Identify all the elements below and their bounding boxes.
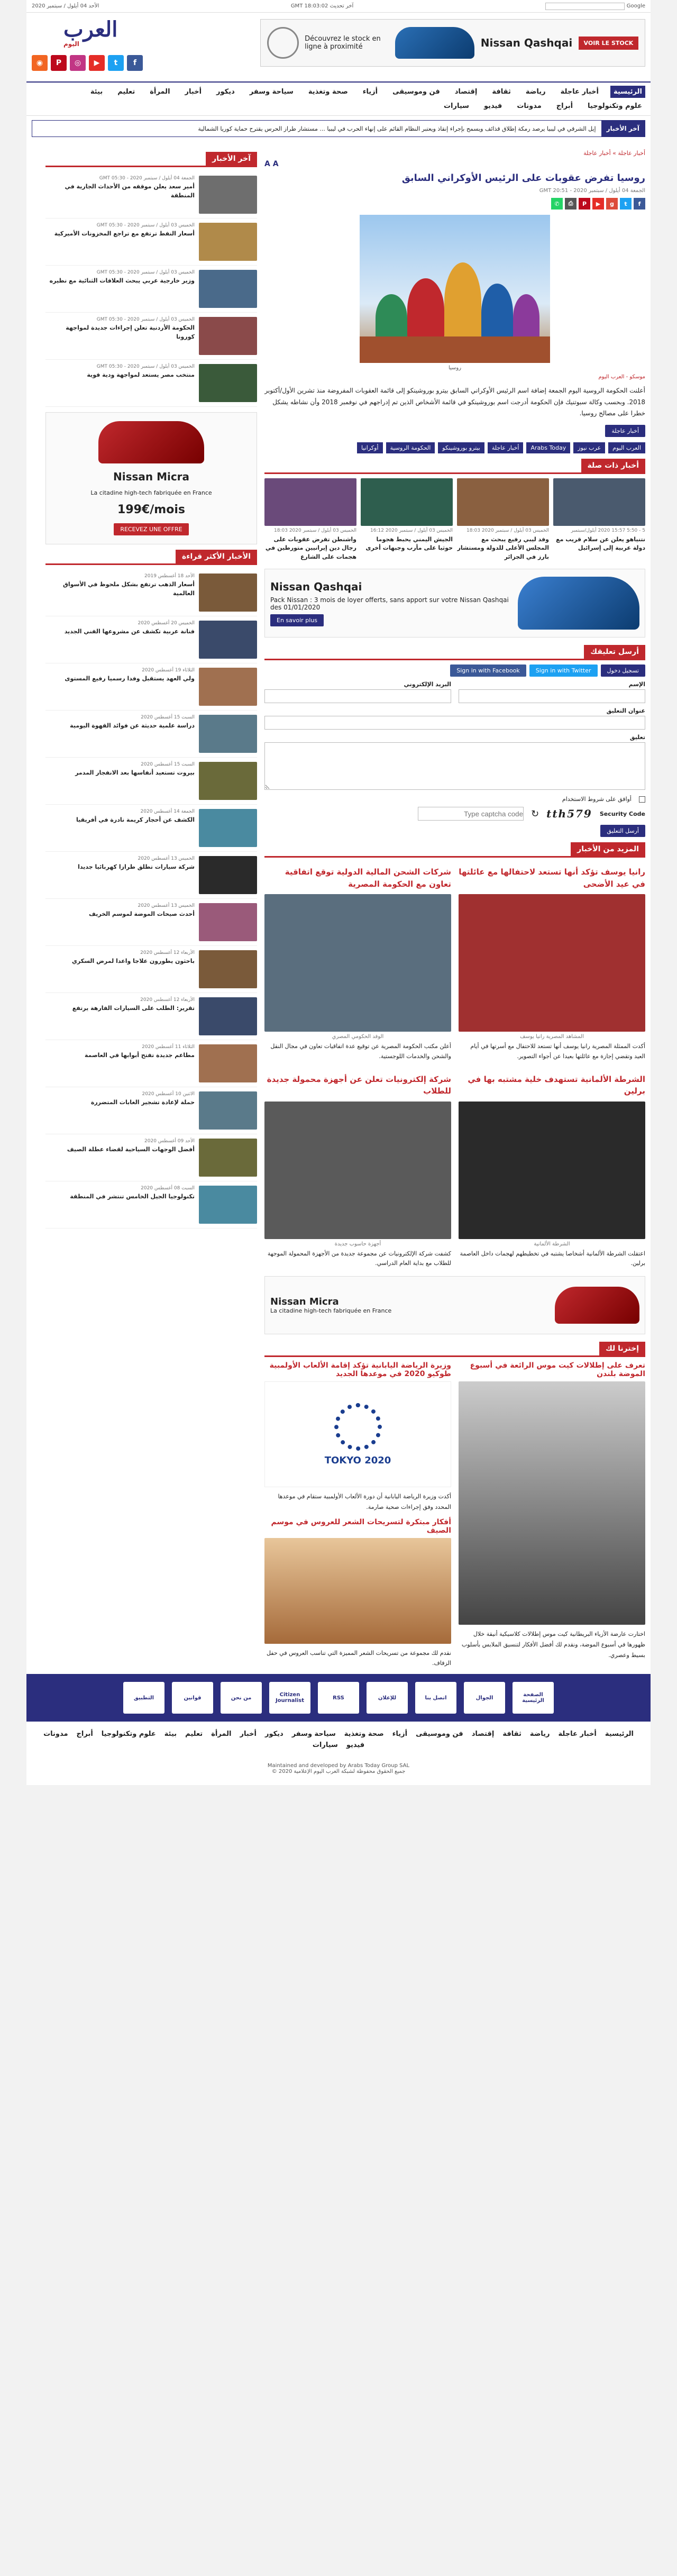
footer-nav-item[interactable]: رياضة xyxy=(529,1730,550,1738)
terms-checkbox[interactable] xyxy=(639,796,645,803)
footer-nav-item[interactable]: أزياء xyxy=(392,1730,408,1738)
news-title[interactable]: الشرطة الألمانية تستهدف خلية مشتبه بها في برلين xyxy=(468,1074,645,1096)
search-input[interactable] xyxy=(545,3,625,10)
facebook-login-button[interactable]: Sign in with Facebook xyxy=(450,665,526,677)
editor-title[interactable]: تعرف على إطلالات كيت موس الرائعة في أسبوع الموضة بلندن xyxy=(470,1361,645,1379)
nav-item[interactable]: أبراج xyxy=(556,102,573,110)
footer-icon-link[interactable]: الصفحة الرئيسية xyxy=(513,1682,554,1714)
news-date: الخميس 13 أغسطس 2020 xyxy=(138,903,195,908)
editor-text: نقدم لك مجموعة من تسريحات الشعر المميزة التي تناسب العروس في حفل الزفاف. xyxy=(266,1649,451,1667)
footer-nav-item[interactable]: تعليم xyxy=(185,1730,203,1738)
twitter-share-icon[interactable]: t xyxy=(620,198,632,210)
news-date: الأربعاء 12 أغسطس 2020 xyxy=(140,950,195,955)
tag-item[interactable]: أخبار عاجلة xyxy=(488,442,524,453)
news-title[interactable]: أحدث صيحات الموضة لموسم الخريف xyxy=(89,911,195,917)
editor-text: أكدت وزيرة الرياضة اليابانية أن دورة الألعاب الأولمبية ستقام في موعدها المحدد وفق إجراءات صحية صارمة. xyxy=(278,1493,451,1510)
captcha-input[interactable] xyxy=(418,807,524,821)
logo-text: العرب xyxy=(63,17,118,42)
editors-pick-main[interactable] xyxy=(459,1361,645,1669)
news-ticker xyxy=(32,120,645,137)
footer-nav-item[interactable]: ثقافة xyxy=(502,1730,522,1738)
more-news-grid xyxy=(264,862,645,1269)
news-title[interactable]: باحثون يطورون علاجا واعدا لمرض السكري xyxy=(71,958,195,964)
news-title[interactable]: أسعار النفط ترتفع مع تراجع المخزونات الأميركية xyxy=(54,230,195,237)
news-title[interactable]: ولي العهد يستقبل وفدا رسميا رفيع المستوى xyxy=(65,675,195,682)
tag-item[interactable]: العرب اليوم xyxy=(608,442,645,453)
nav-item[interactable]: الرئيسية xyxy=(610,86,645,98)
news-thumbnail xyxy=(459,894,645,1032)
news-date: الخميس 20 أغسطس 2020 xyxy=(138,621,195,626)
comment-form xyxy=(264,681,645,837)
related-news-header xyxy=(264,459,645,474)
header xyxy=(26,13,651,81)
refresh-icon[interactable]: ↻ xyxy=(530,808,539,820)
news-title[interactable]: وفد ليبي رفيع يبحث مع المجلس الأعلى للدولة ومستشار بارز في الجزائر xyxy=(457,535,549,560)
footer-nav-item[interactable]: المرأة xyxy=(211,1730,232,1738)
news-thumbnail xyxy=(457,478,549,526)
news-title[interactable]: حملة لإعادة تشجير الغابات المتضررة xyxy=(90,1099,195,1106)
tag-item[interactable]: الحكومة الروسية xyxy=(386,442,435,453)
footer-icon-link[interactable]: اتصل بنا xyxy=(415,1682,456,1714)
sidebar-news-item[interactable] xyxy=(45,946,257,993)
footer-icons xyxy=(26,1674,651,1722)
news-title[interactable]: الجيش اليمني يحبط هجوما حوثيا على مأرب وجبهات أخرى xyxy=(365,535,453,552)
news-thumbnail xyxy=(199,223,257,261)
ad-price: 199€/mois xyxy=(117,503,185,517)
image-caption: أجهزة حاسوب جديدة xyxy=(334,1241,381,1247)
youtube-share-icon[interactable]: ▶ xyxy=(592,198,604,210)
nav-item[interactable]: ثقافة xyxy=(492,88,511,96)
more-news-card[interactable] xyxy=(459,862,645,1061)
share-buttons xyxy=(264,198,645,210)
news-title[interactable]: نتنياهو يعلن عن سلام قريب مع دولة عربية إلى إسرائيل xyxy=(556,535,645,552)
nav-item[interactable]: فيديو xyxy=(483,102,502,110)
tag-item[interactable]: عرب نيوز xyxy=(573,442,605,453)
news-excerpt: كشفت شركة الإلكترونيات عن مجموعة جديدة من الأجهزة المحمولة الموجهة للطلاب مع بداية العام الدراسي. xyxy=(267,1250,451,1267)
article-title: روسيا تفرض عقوبات على الرئيس الأوكراني السابق xyxy=(401,172,645,184)
news-date: الأحد 18 أغسطس 2019 xyxy=(144,574,195,579)
footer-nav-item[interactable]: الرئيسية xyxy=(605,1730,634,1738)
news-thumbnail xyxy=(199,176,257,214)
sidebar-news-item[interactable] xyxy=(45,852,257,899)
twitter-icon[interactable]: t xyxy=(108,55,124,71)
news-thumbnail xyxy=(264,1102,451,1239)
whatsapp-share-icon[interactable]: ✆ xyxy=(551,198,563,210)
terms-label[interactable]: أوافق على شروط الاستخدام xyxy=(562,796,632,803)
more-news-card[interactable] xyxy=(264,1069,451,1269)
ad-line: La citadine high-tech fabriquée en France xyxy=(270,1307,392,1315)
sidebar-news-item[interactable] xyxy=(45,360,257,407)
nissan-logo xyxy=(267,27,299,59)
comment-title: أرسل تعليقك xyxy=(584,645,645,659)
top-bar xyxy=(26,0,651,13)
news-date: السبت 15 أغسطس 2020 xyxy=(141,762,195,767)
sidebar-news-item[interactable] xyxy=(45,1181,257,1228)
tokyo-logo xyxy=(264,1381,451,1487)
nav-item[interactable]: بيئة xyxy=(90,88,103,96)
print-icon[interactable]: ⎙ xyxy=(565,198,577,210)
page xyxy=(26,0,651,1785)
sidebar-news-item[interactable] xyxy=(45,266,257,313)
article-image xyxy=(360,215,550,363)
news-date: الجمعة 04 أيلول / سبتمبر 2020 - 05:30 GMT xyxy=(99,176,195,181)
ad-car-image xyxy=(555,1287,639,1324)
news-date: الخميس 03 أيلول / سبتمبر 2020 18:03 xyxy=(274,527,356,533)
news-date: الاثنين 10 أغسطس 2020 xyxy=(142,1091,195,1097)
sidebar xyxy=(45,147,257,1669)
footer-icon-link[interactable]: RSS xyxy=(318,1682,359,1714)
news-date: الأحد 09 أغسطس 2020 xyxy=(144,1139,195,1144)
site-logo[interactable] xyxy=(63,19,143,51)
editor-title[interactable]: أفكار مبتكرة لتسريحات الشعر للعروس في موسم الصيف xyxy=(271,1517,451,1535)
more-news-title: المزيد من الأخبار xyxy=(571,842,645,856)
pinterest-icon[interactable]: P xyxy=(51,55,67,71)
footer-nav xyxy=(26,1722,651,1758)
footer-nav-item[interactable]: فن وموسيقى xyxy=(416,1730,463,1738)
news-date: الخميس 03 أيلول / سبتمبر 2020 - 05:30 GMT xyxy=(96,317,195,322)
news-thumbnail xyxy=(199,997,257,1035)
news-thumbnail xyxy=(199,1139,257,1177)
font-size-controls[interactable]: A A xyxy=(264,160,279,168)
sidebar-news-item[interactable] xyxy=(45,899,257,946)
copyright-text: جميع الحقوق محفوظة لشبكة العرب اليوم الإعلامية 2020 © xyxy=(271,1769,406,1775)
sidebar-news-item[interactable] xyxy=(45,219,257,266)
news-title[interactable]: تكنولوجيا الجيل الخامس تنتشر في المنطقة xyxy=(70,1193,195,1200)
news-title[interactable]: وزير خارجية عربي يبحث العلاقات الثنائية مع نظيره xyxy=(49,277,195,284)
news-date: الخميس 03 أيلول / سبتمبر 2020 - 05:30 GMT xyxy=(96,364,195,369)
more-news-button[interactable]: أخبار عاجلة xyxy=(605,425,645,437)
footer-icon-link[interactable]: الجوال xyxy=(464,1682,505,1714)
captcha-label: Security Code xyxy=(599,810,645,817)
news-thumbnail xyxy=(199,668,257,706)
tag-item[interactable]: أوكرانيا xyxy=(357,442,382,453)
popular-list xyxy=(45,569,257,1228)
news-thumbnail xyxy=(199,903,257,941)
logo-sub: اليوم xyxy=(63,40,79,48)
news-title[interactable]: شركة إلكترونيات تعلن عن أجهزة محمولة جديدة للطلاب xyxy=(267,1074,451,1096)
footer-icon-link[interactable]: التطبيق xyxy=(123,1682,164,1714)
search-area xyxy=(545,3,645,10)
comment-label: تعليق xyxy=(629,734,645,741)
related-news-card[interactable] xyxy=(553,478,645,562)
nav-item[interactable]: صحة وتغذية xyxy=(308,88,348,96)
ad-brand: Nissan Micra xyxy=(113,470,190,483)
more-news-header xyxy=(264,842,645,858)
ad-line: La citadine high-tech fabriquée en France xyxy=(90,489,212,497)
popular-title: الأخبار الأكثر قراءة xyxy=(176,550,257,563)
tag-item[interactable]: بيترو بوروشينكو xyxy=(438,442,484,453)
sidebar-news-item[interactable] xyxy=(45,1134,257,1181)
ad-line: Découvrez le stock en ligne à proximité xyxy=(305,35,381,51)
editors-pick-header xyxy=(264,1342,645,1357)
login-button[interactable]: تسجيل دخول xyxy=(601,665,646,677)
twitter-login-button[interactable]: Sign in with Twitter xyxy=(529,665,598,677)
footer-nav-item[interactable]: صحة وتغذية xyxy=(344,1730,384,1738)
news-thumbnail xyxy=(199,1186,257,1224)
news-title[interactable]: دراسة علمية حديثة عن فوائد القهوة اليومية xyxy=(70,722,195,729)
news-title[interactable]: الحكومة الأردنية تعلن إجراءات جديدة لمواجهة كورونا xyxy=(66,324,195,340)
ad-line: Pack Nissan : 3 mois de loyer offerts, sans apport sur votre Nissan Qashqai des 01/01/2020 xyxy=(270,596,509,611)
news-thumbnail xyxy=(199,270,257,308)
editors-pick-title: إخترنا لك xyxy=(599,1342,645,1355)
ticker-label: آخر الأخبار xyxy=(601,121,645,136)
sidebar-news-item[interactable] xyxy=(45,805,257,852)
news-date: الخميس 03 أيلول / سبتمبر 2020 - 05:30 GMT xyxy=(96,270,195,275)
nav-item[interactable]: فن وموسيقى xyxy=(392,88,440,96)
news-title[interactable]: رانيا يوسف تؤكد أنها تستعد لاحتفالها مع عائلتها في عيد الأضحى xyxy=(459,867,645,889)
news-thumbnail xyxy=(199,856,257,894)
article-tags xyxy=(264,442,645,453)
latest-list xyxy=(45,171,257,407)
news-date: 5 - 5:50 15:57 2020 أيلول/سبتمبر xyxy=(571,527,645,533)
top-ad-banner[interactable] xyxy=(260,19,645,67)
sidebar-news-item[interactable] xyxy=(45,1040,257,1087)
news-title[interactable]: شركات الشحن المالية الدولية توقع اتفاقية تعاون مع الحكومة المصرية xyxy=(285,867,451,889)
footer-nav-item[interactable]: مدونات xyxy=(43,1730,68,1738)
latest-header xyxy=(45,152,257,167)
nav-item[interactable]: أخبار xyxy=(185,88,202,96)
copyright xyxy=(26,1758,651,1785)
nav-item[interactable]: سيارات xyxy=(443,102,469,110)
nav-item[interactable]: أزياء xyxy=(362,88,378,96)
ad-cta-button[interactable]: VOIR LE STOCK xyxy=(579,37,639,50)
footer-nav-item[interactable]: علوم وتكنولوجيا xyxy=(101,1730,156,1738)
related-news-list xyxy=(264,478,645,562)
image-caption: المشاهد المصرية رانيا يوسف xyxy=(520,1034,584,1040)
main-nav xyxy=(26,81,651,116)
googleplus-share-icon[interactable]: g xyxy=(606,198,618,210)
footer-nav-item[interactable]: فيديو xyxy=(346,1741,365,1750)
news-excerpt: أعلن مكتب الحكومة المصرية عن توقيع عدة اتفاقيات تعاون في مجال النقل والشحن والخدمات اللوجستية. xyxy=(270,1043,451,1060)
name-label: الإسم xyxy=(628,681,645,688)
footer-nav-item[interactable]: أخبار عاجلة xyxy=(558,1730,597,1738)
related-news-card[interactable] xyxy=(457,478,549,562)
nav-item[interactable]: مدونات xyxy=(517,102,542,110)
facebook-share-icon[interactable]: f xyxy=(634,198,645,210)
news-title[interactable]: واشنطن تفرض عقوبات على رجال دين إيرانيين متورطين في هجمات على الشارع xyxy=(265,535,356,560)
footer-nav-item[interactable]: بيئة xyxy=(164,1730,177,1738)
news-thumbnail xyxy=(264,478,356,526)
sidebar-news-item[interactable] xyxy=(45,171,257,219)
news-title[interactable]: بيروت تستعيد أنفاسها بعد الانفجار المدمر xyxy=(75,769,195,776)
instagram-icon[interactable]: ◎ xyxy=(70,55,86,71)
nav-item[interactable]: تعليم xyxy=(117,88,135,96)
comment-field[interactable] xyxy=(264,742,645,790)
footer-icon-link[interactable]: من نحن xyxy=(221,1682,262,1714)
breadcrumb[interactable]: أخبار عاجلة » أخبار عاجلة xyxy=(583,150,645,157)
article-body: أعلنت الحكومة الروسية اليوم الجمعة إضافة اسم الرئيس الأوكراني السابق بيترو بوروشينكو إلى قائمة العقوبات المفروضة منذ تشرين الأول/أكتوبر 2018. وبحسب وكالة سبوتنيك فإن الحكومة أدرجت اسم بوروشينكو في قائمة الأشخاص الذين تم إدراجهم في نوفمبر 2018 وأن نشاطه يشكل خطرا على مصالح روسيا. xyxy=(264,387,645,417)
more-news-card[interactable] xyxy=(264,862,451,1061)
ad-brand: Nissan Qashqai xyxy=(270,580,362,593)
subject-label: عنوان التعليق xyxy=(606,707,645,715)
footer-nav-item[interactable]: أخبار xyxy=(240,1730,257,1738)
news-thumbnail xyxy=(199,1091,257,1130)
subject-field[interactable] xyxy=(264,716,645,730)
news-date: الخميس 03 أيلول / سبتمبر 2020 16:12 xyxy=(370,527,453,533)
sidebar-news-item[interactable] xyxy=(45,1087,257,1134)
footer-nav-item[interactable]: إقتصاد xyxy=(471,1730,495,1738)
news-date: الجمعة 14 أغسطس 2020 xyxy=(140,809,195,814)
google-label: Google xyxy=(626,3,645,9)
maintained-text: Maintained and developed by Arabs Today Group SAL xyxy=(267,1763,410,1769)
news-date: السبت 08 أغسطس 2020 xyxy=(141,1186,195,1191)
sidebar-ad[interactable] xyxy=(45,412,257,544)
nav-item[interactable]: رياضة xyxy=(525,88,546,96)
comment-header xyxy=(264,645,645,660)
news-thumbnail xyxy=(553,478,645,526)
image-caption: الوفد الحكومي المصري xyxy=(332,1034,384,1040)
footer-nav-item[interactable]: أبراج xyxy=(76,1730,93,1738)
captcha-image: tth579 xyxy=(546,807,592,821)
more-news-card[interactable] xyxy=(459,1069,645,1269)
ad-brand: Nissan Micra xyxy=(270,1296,339,1308)
article-credit: موسكو - العرب اليوم xyxy=(598,374,645,380)
footer-nav-item[interactable]: ديكور xyxy=(264,1730,283,1738)
ad-brand: Nissan Qashqai xyxy=(480,37,573,49)
rss-icon[interactable]: ◉ xyxy=(32,55,48,71)
nav-item[interactable]: أخبار عاجلة xyxy=(560,88,599,96)
news-date: الثلاثاء 19 أغسطس 2020 xyxy=(142,668,195,673)
news-thumbnail xyxy=(361,478,453,526)
sidebar-news-item[interactable] xyxy=(45,711,257,758)
editor-image xyxy=(264,1538,451,1644)
last-update: آخر تحديث GMT 18:03:02 xyxy=(290,3,354,9)
news-excerpt: اعتقلت الشرطة الألمانية أشخاصا يشتبه في تخطيطهم لهجمات داخل العاصمة برلين. xyxy=(460,1250,645,1267)
sidebar-news-item[interactable] xyxy=(45,616,257,663)
wide-ad[interactable] xyxy=(264,569,645,638)
editor-text: اختارت عارضة الأزياء البريطانية كيت موس إطلالات كلاسيكية أنيقة خلال ظهورها في أسبوع الموضة، ونقدم لك أفضل الأفكار لتنسيق الملابس بأسلوب بسيط وعصري. xyxy=(461,1631,645,1659)
news-thumbnail xyxy=(199,950,257,988)
footer-nav-item[interactable]: سيارات xyxy=(312,1741,338,1750)
youtube-icon[interactable]: ▶ xyxy=(89,55,105,71)
news-date: الخميس 03 أيلول / سبتمبر 2020 - 05:30 GMT xyxy=(96,223,195,228)
news-date: الثلاثاء 11 أغسطس 2020 xyxy=(142,1044,195,1050)
footer-icon-link[interactable]: قوانين xyxy=(172,1682,213,1714)
facebook-icon[interactable]: f xyxy=(127,55,143,71)
pinterest-share-icon[interactable]: P xyxy=(579,198,590,210)
sidebar-news-item[interactable] xyxy=(45,663,257,711)
ad-cta-button[interactable]: RECEVEZ UNE OFFRE xyxy=(114,523,188,535)
nav-item[interactable]: سياحة وسفر xyxy=(249,88,294,96)
article-date: الجمعة 04 أيلول / سبتمبر 2020 - 20:51 GMT xyxy=(539,188,645,194)
news-excerpt: أكدت الممثلة المصرية رانيا يوسف أنها تستعد للاحتفال مع أسرتها في أيام العيد وتقضي إجازة مع عائلتها بعيدا عن أجواء التصوير. xyxy=(470,1043,645,1060)
news-title[interactable]: مطاعم جديدة تفتح أبوابها في العاصمة xyxy=(84,1052,195,1059)
footer-icon-link[interactable]: للإعلان xyxy=(367,1682,408,1714)
latest-title: آخر الأخبار xyxy=(206,152,257,166)
popular-header xyxy=(45,550,257,565)
social-links xyxy=(32,55,143,71)
related-news-title: أخبار ذات صلة xyxy=(581,459,645,472)
current-date: الأحد 04 أيلول / سبتمبر 2020 xyxy=(32,3,99,9)
news-thumbnail xyxy=(199,574,257,612)
tokyo-logo-text: TOKYO 2020 xyxy=(324,1454,391,1466)
email-label: البريد الإلكتروني xyxy=(404,681,451,688)
news-thumbnail xyxy=(199,1044,257,1082)
news-thumbnail xyxy=(264,894,451,1032)
editor-image xyxy=(459,1381,645,1625)
news-date: الخميس 03 أيلول / سبتمبر 2020 18:03 xyxy=(466,527,549,533)
news-thumbnail xyxy=(199,715,257,753)
email-field[interactable] xyxy=(264,689,451,703)
news-title[interactable]: أسعار الذهب ترتفع بشكل ملحوظ في الأسواق العالمية xyxy=(63,581,195,597)
news-title[interactable]: الكشف عن أحجار كريمة نادرة في أفريقيا xyxy=(76,816,195,823)
news-title[interactable]: أفضل الوجهات السياحية لقضاء عطلة الصيف xyxy=(67,1146,195,1153)
news-thumbnail xyxy=(199,364,257,402)
news-thumbnail xyxy=(459,1102,645,1239)
sidebar-news-item[interactable] xyxy=(45,758,257,805)
news-title[interactable]: منتخب مصر يستعد لمواجهة ودية قوية xyxy=(87,371,195,378)
news-title[interactable]: فنانة عربية تكشف عن مشروعها الفني الجديد xyxy=(64,628,195,635)
ad-car-image xyxy=(395,27,474,59)
middle-ad[interactable] xyxy=(264,1276,645,1334)
tag-item[interactable]: Arabs Today xyxy=(526,442,570,453)
nav-item[interactable]: المرأة xyxy=(150,88,170,96)
news-title[interactable]: أمير سعد يعلن موقفه من الأحداث الجارية في المنطقة xyxy=(65,183,195,199)
nav-item[interactable]: ديكور xyxy=(216,88,235,96)
sidebar-news-item[interactable] xyxy=(45,569,257,616)
news-title[interactable]: شركة سيارات تطلق طرازا كهربائيا جديدا xyxy=(78,863,195,870)
news-thumbnail xyxy=(199,317,257,355)
news-date: السبت 15 أغسطس 2020 xyxy=(141,715,195,720)
footer-icon-link[interactable]: Citizen Journalist xyxy=(269,1682,310,1714)
editor-title[interactable]: وزيرة الرياضة اليابانية تؤكد إقامة الألعاب الأولمبية طوكيو 2020 في موعدها الجديد xyxy=(269,1361,451,1379)
ad-car-image xyxy=(518,577,639,630)
main-column xyxy=(264,147,645,1669)
footer-nav-item[interactable]: سياحة وسفر xyxy=(291,1730,336,1738)
news-date: الخميس 13 أغسطس 2020 xyxy=(138,856,195,861)
ad-car-image xyxy=(98,421,204,463)
name-field[interactable] xyxy=(459,689,645,703)
nav-item[interactable]: علوم وتكنولوجيا xyxy=(588,102,642,110)
news-thumbnail xyxy=(199,621,257,659)
editors-pick xyxy=(264,1361,645,1669)
news-date: الأربعاء 12 أغسطس 2020 xyxy=(140,997,195,1003)
image-caption: روسيا xyxy=(448,365,462,371)
sidebar-news-item[interactable] xyxy=(45,313,257,360)
news-thumbnail xyxy=(199,809,257,847)
nav-item[interactable]: إقتصاد xyxy=(454,88,478,96)
sidebar-news-item[interactable] xyxy=(45,993,257,1040)
related-news-card[interactable] xyxy=(361,478,453,562)
ad-cta-button[interactable]: En savoir plus xyxy=(270,614,324,626)
submit-comment-button[interactable]: أرسل التعليق xyxy=(600,825,645,837)
image-caption: الشرطة الألمانية xyxy=(534,1241,570,1247)
ticker-text[interactable]: إيل الشرقي في ليبيا يرصد رمكة إطلاق قذائف ويسمح بإجراء إنقاذ ويعتبر النظام القائم على إنهاء الحرب في ليبيا ... مستشار طراز الحرس يقترح حماية كوريا الشمالية xyxy=(198,125,596,132)
news-title[interactable]: تقرير: الطلب على السيارات الفارهة يرتفع xyxy=(72,1005,195,1012)
news-thumbnail xyxy=(199,762,257,800)
related-news-card[interactable] xyxy=(264,478,356,562)
